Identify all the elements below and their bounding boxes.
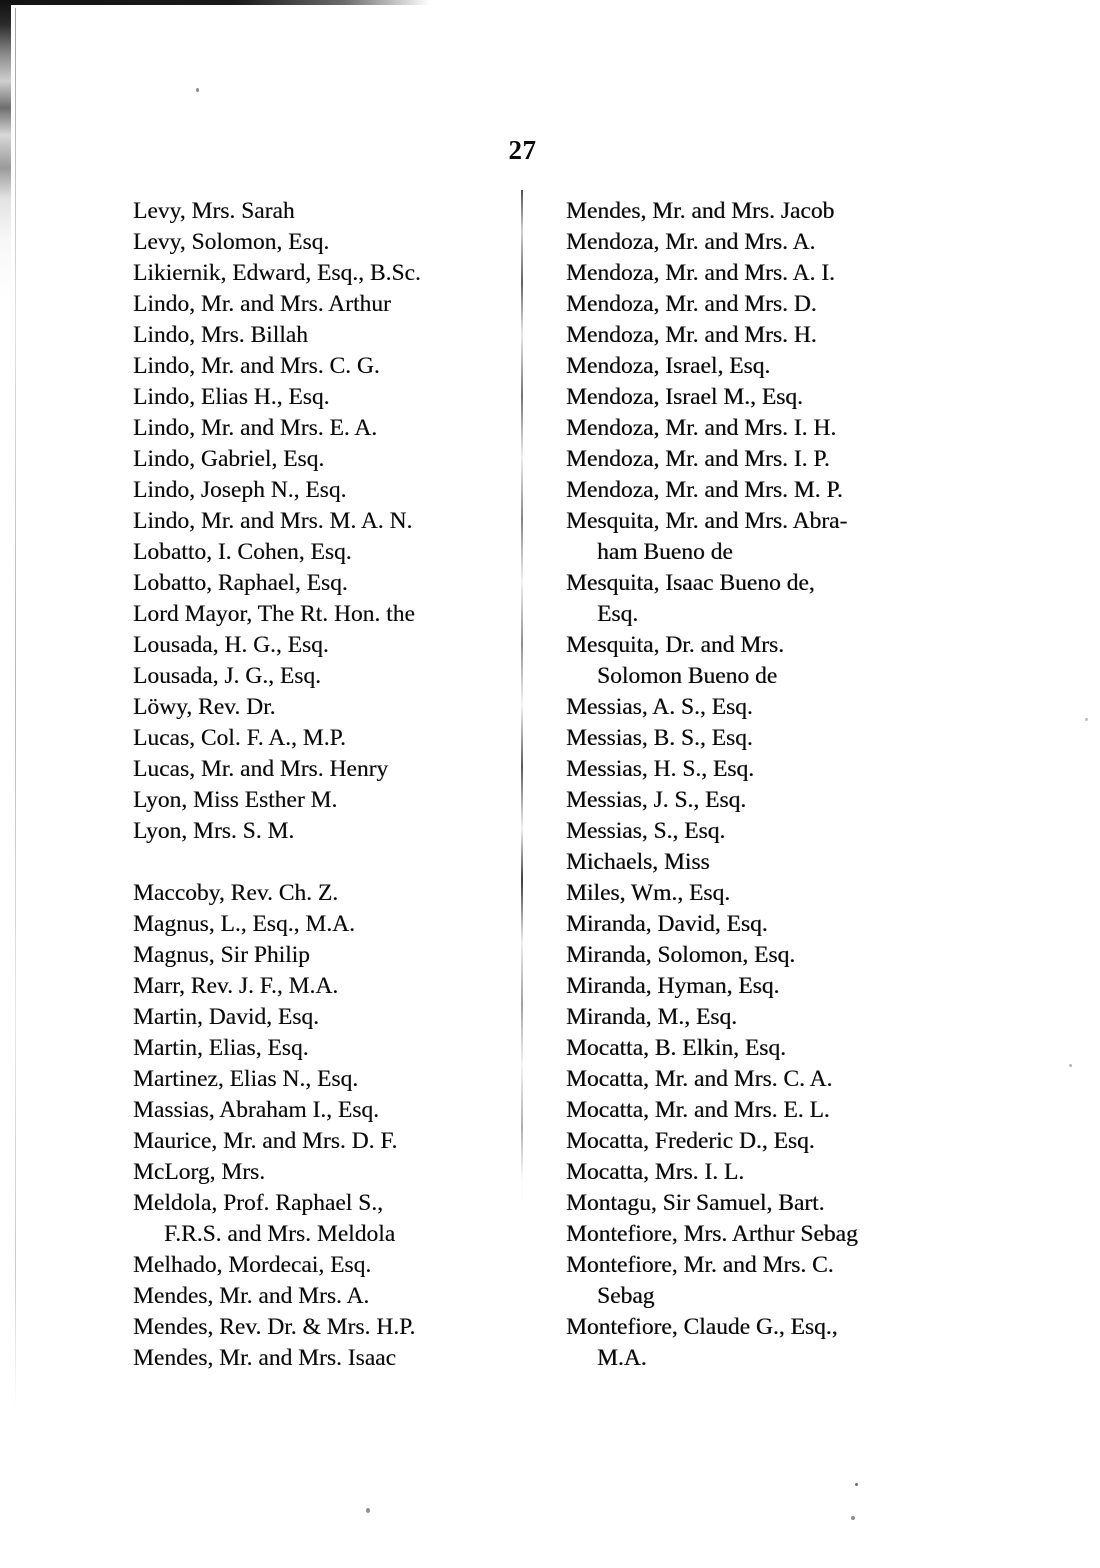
name-entry: Miranda, David, Esq.: [566, 911, 768, 937]
name-entry: Lindo, Mrs. Billah: [133, 322, 308, 348]
name-entry: Mocatta, Mrs. I. L.: [566, 1159, 745, 1185]
name-entry: Mocatta, Frederic D., Esq.: [566, 1128, 815, 1154]
name-entry: Mesquita, Mr. and Mrs. Abra-: [566, 508, 848, 534]
name-entry: Lobatto, I. Cohen, Esq.: [133, 539, 352, 565]
name-entry: Lord Mayor, The Rt. Hon. the: [133, 601, 415, 627]
column-divider-rule: [521, 190, 523, 1220]
name-entry: Lindo, Gabriel, Esq.: [133, 446, 325, 472]
name-entry: Löwy, Rev. Dr.: [133, 694, 276, 720]
scan-speck: [855, 1483, 858, 1486]
name-entry: Miles, Wm., Esq.: [566, 880, 731, 906]
name-entry: Lindo, Elias H., Esq.: [133, 384, 330, 410]
name-entry: Mendoza, Mr. and Mrs. A.: [566, 229, 816, 255]
name-entry: Lobatto, Raphael, Esq.: [133, 570, 348, 596]
name-entry: Mendoza, Israel M., Esq.: [566, 384, 803, 410]
name-entry: Mocatta, Mr. and Mrs. C. A.: [566, 1066, 833, 1092]
name-entry: Lindo, Mr. and Mrs. M. A. N.: [133, 508, 413, 534]
scan-speck: [196, 88, 199, 92]
name-entry: Lindo, Mr. and Mrs. E. A.: [133, 415, 378, 441]
name-entry: Lucas, Mr. and Mrs. Henry: [133, 756, 389, 782]
name-entry: Lousada, J. G., Esq.: [133, 663, 321, 689]
name-entry: Martinez, Elias N., Esq.: [133, 1066, 359, 1092]
section-spacer: [133, 847, 508, 878]
name-entry: Levy, Mrs. Sarah: [133, 198, 295, 224]
scan-speck: [366, 1508, 370, 1513]
name-entry-continuation: F.R.S. and Mrs. Meldola: [164, 1221, 396, 1247]
name-entry: Mendoza, Mr. and Mrs. I. P.: [566, 446, 830, 472]
name-entry: Mesquita, Dr. and Mrs.: [566, 632, 785, 658]
name-entry: Miranda, Hyman, Esq.: [566, 973, 780, 999]
scan-edge-artifact-top: [0, 0, 430, 5]
name-entry: Massias, Abraham I., Esq.: [133, 1097, 380, 1123]
name-entry: Magnus, L., Esq., M.A.: [133, 911, 355, 937]
scan-gutter-line: [15, 8, 16, 1408]
page-number: 27: [508, 135, 537, 165]
name-entry: Mendoza, Mr. and Mrs. D.: [566, 291, 817, 317]
name-entry: Martin, David, Esq.: [133, 1004, 320, 1030]
name-entry: Mendes, Mr. and Mrs. Jacob: [566, 198, 835, 224]
name-entry: Messias, J. S., Esq.: [566, 787, 747, 813]
name-entry: Mendes, Mr. and Mrs. A.: [133, 1283, 370, 1309]
name-entry: Mendes, Mr. and Mrs. Isaac: [133, 1345, 397, 1371]
name-entry: Mendoza, Mr. and Mrs. A. I.: [566, 260, 835, 286]
name-entry: Melhado, Mordecai, Esq.: [133, 1252, 372, 1278]
scan-speck: [851, 1516, 855, 1520]
name-entry: Lindo, Mr. and Mrs. Arthur: [133, 291, 391, 317]
name-entry: Lucas, Col. F. A., M.P.: [133, 725, 346, 751]
name-entry: Michaels, Miss: [566, 849, 710, 875]
name-entry: Likiernik, Edward, Esq., B.Sc.: [133, 260, 421, 286]
name-list-column-right: [566, 196, 966, 1374]
name-entry: Mesquita, Isaac Bueno de,: [566, 570, 815, 596]
scan-speck: [1085, 718, 1088, 721]
name-entry: Mocatta, Mr. and Mrs. E. L.: [566, 1097, 830, 1123]
name-entry: Lindo, Joseph N., Esq.: [133, 477, 347, 503]
name-entry: Mendoza, Israel, Esq.: [566, 353, 771, 379]
name-entry: Lousada, H. G., Esq.: [133, 632, 329, 658]
name-entry: Marr, Rev. J. F., M.A.: [133, 973, 339, 999]
name-entry: Mendes, Rev. Dr. & Mrs. H.P.: [133, 1314, 416, 1340]
name-entry: Messias, S., Esq.: [566, 818, 726, 844]
name-entry-continuation: Solomon Bueno de: [597, 663, 778, 689]
name-entry: Montefiore, Mrs. Arthur Sebag: [566, 1221, 858, 1247]
name-entry: Lindo, Mr. and Mrs. C. G.: [133, 353, 380, 379]
name-entry: Montefiore, Mr. and Mrs. C.: [566, 1252, 834, 1278]
name-list-column-left: [133, 196, 508, 1374]
name-entry: Miranda, Solomon, Esq.: [566, 942, 796, 968]
name-entry: Maurice, Mr. and Mrs. D. F.: [133, 1128, 398, 1154]
name-entry-continuation: Sebag: [597, 1283, 655, 1309]
name-entry: Mendoza, Mr. and Mrs. I. H.: [566, 415, 837, 441]
name-entry: Mocatta, B. Elkin, Esq.: [566, 1035, 786, 1061]
name-entry: Meldola, Prof. Raphael S.,: [133, 1190, 383, 1216]
name-entry: Messias, A. S., Esq.: [566, 694, 753, 720]
name-entry: Montagu, Sir Samuel, Bart.: [566, 1190, 825, 1216]
name-entry: McLorg, Mrs.: [133, 1159, 266, 1185]
name-entry: Martin, Elias, Esq.: [133, 1035, 309, 1061]
name-entry: Mendoza, Mr. and Mrs. M. P.: [566, 477, 843, 503]
name-entry: Lyon, Mrs. S. M.: [133, 818, 295, 844]
name-entry: Mendoza, Mr. and Mrs. H.: [566, 322, 817, 348]
name-entry: Miranda, M., Esq.: [566, 1004, 738, 1030]
name-entry-continuation: ham Bueno de: [597, 539, 733, 565]
name-entry-continuation: M.A.: [597, 1345, 647, 1371]
scan-speck: [1069, 1064, 1072, 1067]
name-entry: Lyon, Miss Esther M.: [133, 787, 338, 813]
name-entry: Maccoby, Rev. Ch. Z.: [133, 880, 339, 906]
name-entry: Magnus, Sir Philip: [133, 942, 310, 968]
name-entry: Levy, Solomon, Esq.: [133, 229, 330, 255]
name-entry: Messias, B. S., Esq.: [566, 725, 753, 751]
name-entry: Montefiore, Claude G., Esq.,: [566, 1314, 838, 1340]
name-entry-continuation: Esq.: [597, 601, 639, 627]
name-entry: Messias, H. S., Esq.: [566, 756, 755, 782]
